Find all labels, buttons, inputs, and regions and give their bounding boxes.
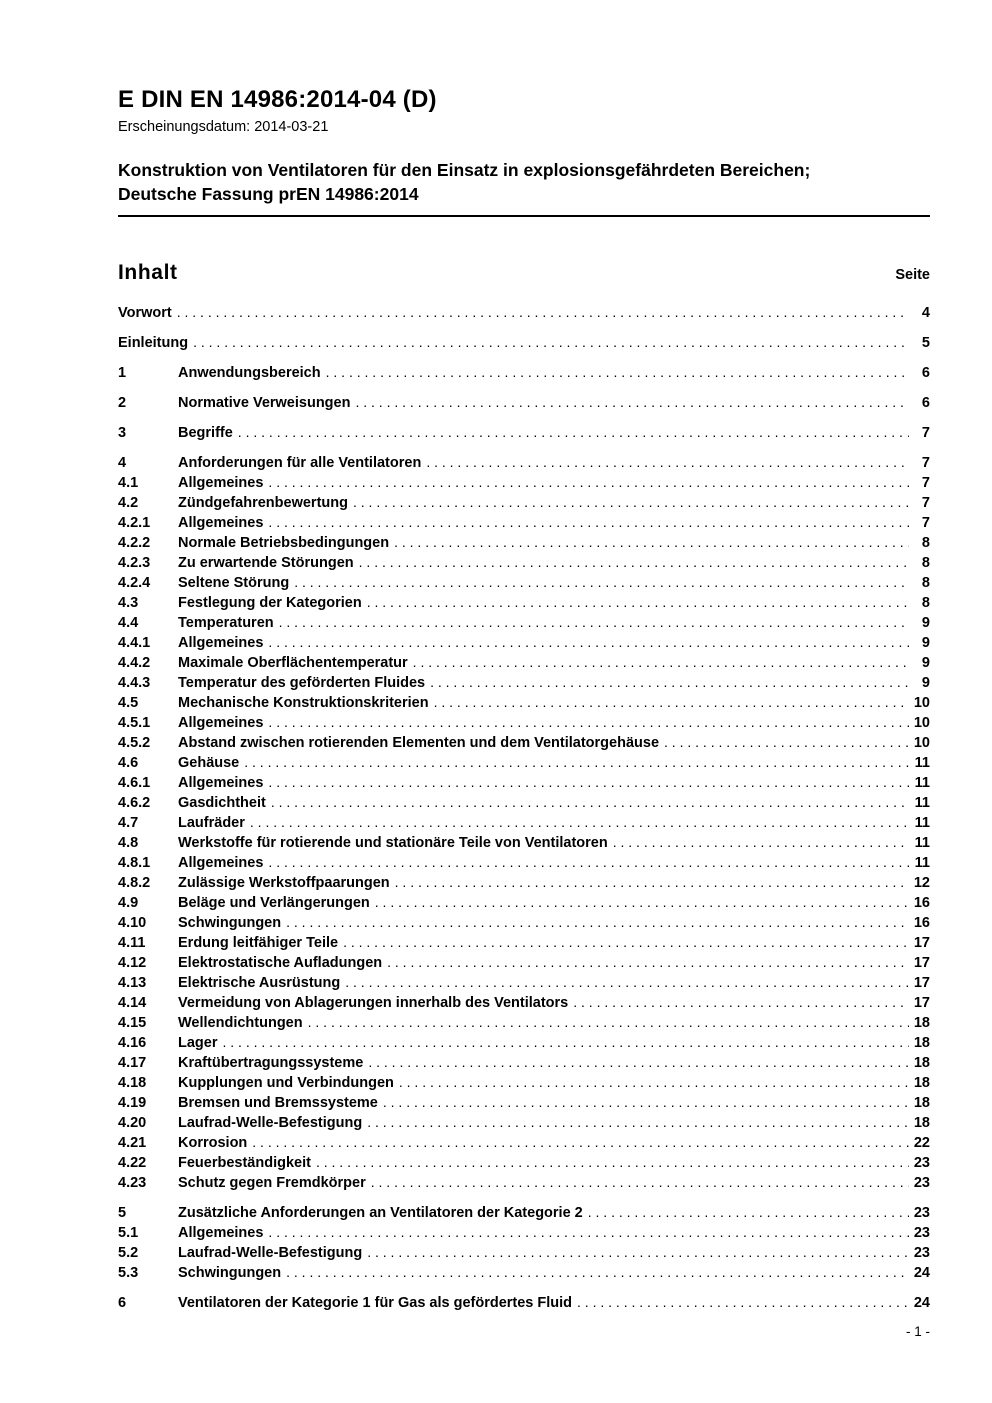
document-title-line2: Deutsche Fassung prEN 14986:2014 <box>118 183 419 204</box>
toc-entry <box>118 833 930 853</box>
toc-entry <box>118 553 930 573</box>
toc-entry-number: 4.4 <box>118 615 139 632</box>
toc-entry-title: Zulässige Werkstoffpaarungen <box>178 875 390 892</box>
toc-entry <box>118 873 930 893</box>
toc-entry-page: 17 <box>913 935 930 952</box>
toc-entry-page: 6 <box>921 365 930 382</box>
toc-entry <box>118 1203 930 1223</box>
toc-entry-page: 7 <box>921 475 930 492</box>
toc-entry-number: 4.14 <box>118 995 147 1012</box>
toc-entry-number: 4.6 <box>118 755 139 772</box>
toc-entry-title: Allgemeines <box>178 715 264 732</box>
toc-header <box>118 261 930 285</box>
toc-entry <box>118 1013 930 1033</box>
toc-entry-title: Zu erwartende Störungen <box>178 555 354 572</box>
toc-entry-number: 4.2.3 <box>118 555 151 572</box>
toc-entry-title: Schwingungen <box>178 1265 282 1282</box>
dot-leader <box>395 873 909 892</box>
toc-entry-title: Schwingungen <box>178 915 282 932</box>
dot-leader <box>577 1293 909 1312</box>
toc-entry-number: 4.21 <box>118 1135 147 1152</box>
toc-entry-page: 10 <box>913 715 930 732</box>
toc-entry-title: Gasdichtheit <box>178 795 266 812</box>
toc-entry-page: 18 <box>913 1055 930 1072</box>
toc-entry-number: 4.13 <box>118 975 147 992</box>
toc-entry <box>118 933 930 953</box>
toc-entry <box>118 1073 930 1093</box>
toc-entry-title: Normative Verweisungen <box>178 395 351 412</box>
dot-leader <box>294 573 909 592</box>
dot-leader <box>613 833 909 852</box>
toc-entry-page: 24 <box>913 1295 930 1312</box>
toc-entry <box>118 393 930 413</box>
toc-entry <box>118 753 930 773</box>
toc-entry-title: Allgemeines <box>178 855 264 872</box>
toc-entry-number: 4.11 <box>118 935 146 952</box>
toc-entry-number: 5 <box>118 1205 127 1222</box>
page-number-footer: - 1 - <box>905 1324 930 1339</box>
toc-entry-title: Festlegung der Kategorien <box>178 595 362 612</box>
toc-entry-number: 4.8.1 <box>118 855 151 872</box>
toc-entry-number: 4.17 <box>118 1055 147 1072</box>
dot-leader <box>268 773 909 792</box>
publication-date: Erscheinungsdatum: 2014-03-21 <box>118 119 329 135</box>
toc-entry <box>118 533 930 553</box>
toc-entry <box>118 333 930 353</box>
toc-entry-title: Ventilatoren der Kategorie 1 für Gas als gefördertes Fluid <box>178 1295 573 1312</box>
toc-entry-page: 18 <box>913 1075 930 1092</box>
toc-entry <box>118 363 930 383</box>
toc-entry-title: Kraftübertragungssysteme <box>178 1055 364 1072</box>
toc-entry-number: 4.22 <box>118 1155 147 1172</box>
toc-entry-title: Vermeidung von Ablagerungen innerhalb des Ventilators <box>178 995 569 1012</box>
toc-entry-page: 18 <box>913 1115 930 1132</box>
page-column-label: Seite <box>895 267 930 284</box>
toc-entry-number: 2 <box>118 395 127 412</box>
toc-entry <box>118 973 930 993</box>
dot-leader <box>588 1203 909 1222</box>
dot-leader <box>383 1093 909 1112</box>
dot-leader <box>223 1033 910 1052</box>
toc-entry-page: 8 <box>921 595 930 612</box>
toc-entry-number: 4.8 <box>118 835 139 852</box>
toc-entry-title: Schutz gegen Fremdkörper <box>178 1175 366 1192</box>
dot-leader <box>252 1133 909 1152</box>
toc-entry-page: 8 <box>921 555 930 572</box>
toc-entry-title: Allgemeines <box>178 1225 264 1242</box>
toc-entry-number: 5.1 <box>118 1225 139 1242</box>
toc-entry-number: 4.4.3 <box>118 675 151 692</box>
toc-entry-page: 8 <box>921 575 930 592</box>
dot-leader <box>343 933 909 952</box>
dot-leader <box>326 363 909 382</box>
toc-entry-page: 5 <box>921 335 930 352</box>
dot-leader <box>268 853 909 872</box>
toc-entry <box>118 1113 930 1133</box>
toc-entry <box>118 633 930 653</box>
dot-leader <box>193 333 909 352</box>
dot-leader <box>286 1263 909 1282</box>
toc-entry-page: 18 <box>913 1015 930 1032</box>
toc-entry-title: Allgemeines <box>178 635 264 652</box>
toc-entry-title: Temperatur des geförderten Fluides <box>178 675 426 692</box>
toc-entry <box>118 303 930 323</box>
toc-entry-title: Allgemeines <box>178 515 264 532</box>
toc-entry-page: 7 <box>921 455 930 472</box>
toc-entry-title: Anwendungsbereich <box>178 365 321 382</box>
toc-entry-number: 4.20 <box>118 1115 147 1132</box>
toc-entry-title: Wellendichtungen <box>178 1015 303 1032</box>
toc-entry <box>118 693 930 713</box>
toc-entry-number: 4.2.4 <box>118 575 151 592</box>
toc-entry-number: 4.9 <box>118 895 139 912</box>
dot-leader <box>413 653 909 672</box>
toc-entry-number: 4.8.2 <box>118 875 151 892</box>
toc-entry-title: Elektrische Ausrüstung <box>178 975 341 992</box>
toc-entry-number: 4.3 <box>118 595 139 612</box>
dot-leader <box>371 1173 909 1192</box>
dot-leader <box>250 813 909 832</box>
toc-entry-title: Maximale Oberflächentemperatur <box>178 655 408 672</box>
toc-entry-page: 17 <box>913 995 930 1012</box>
toc-entry <box>118 1263 930 1283</box>
toc-entry-page: 23 <box>913 1245 930 1262</box>
toc-entry-title: Laufräder <box>178 815 245 832</box>
toc-entry <box>118 733 930 753</box>
toc-entry <box>118 913 930 933</box>
toc-entry <box>118 493 930 513</box>
toc-entry-number: 4.2 <box>118 495 139 512</box>
toc-entry-number: 4.12 <box>118 955 147 972</box>
toc-entry <box>118 613 930 633</box>
toc-entry-page: 16 <box>913 915 930 932</box>
toc-entry-page: 10 <box>913 695 930 712</box>
toc-entry <box>118 893 930 913</box>
toc-entry-number: 4 <box>118 455 127 472</box>
toc-entry-title: Feuerbeständigkeit <box>178 1155 311 1172</box>
toc-entry-number: 4.23 <box>118 1175 147 1192</box>
dot-leader <box>353 493 909 512</box>
toc-entry-page: 11 <box>914 835 930 852</box>
dot-leader <box>268 633 909 652</box>
dot-leader <box>430 673 909 692</box>
toc-entry <box>118 993 930 1013</box>
dot-leader <box>271 793 909 812</box>
toc-entry-page: 11 <box>914 775 930 792</box>
document-number: E DIN EN 14986:2014-04 (D) <box>118 86 437 113</box>
toc-entry-number: 4.5 <box>118 695 139 712</box>
toc-entry <box>118 813 930 833</box>
toc-entry-page: 9 <box>921 675 930 692</box>
toc-entry-title: Zündgefahrenbewertung <box>178 495 348 512</box>
toc-entry-title: Normale Betriebsbedingungen <box>178 535 390 552</box>
dot-leader <box>268 1223 909 1242</box>
toc-entry-page: 11 <box>914 855 930 872</box>
toc-entry-page: 18 <box>913 1095 930 1112</box>
toc-entry-title: Beläge und Verlängerungen <box>178 895 370 912</box>
toc-entry <box>118 423 930 443</box>
dot-leader <box>367 1243 909 1262</box>
dot-leader <box>238 423 909 442</box>
toc-entry-number: 4.15 <box>118 1015 147 1032</box>
toc-entry <box>118 1293 930 1313</box>
toc-entry-page: 6 <box>921 395 930 412</box>
dot-leader <box>367 593 909 612</box>
toc-entry-title: Elektrostatische Aufladungen <box>178 955 383 972</box>
document-title-line1: Konstruktion von Ventilatoren für den Einsatz in explosionsgefährdeten Bereichen; <box>118 160 811 180</box>
dot-leader <box>316 1153 909 1172</box>
toc-entry-page: 9 <box>921 615 930 632</box>
toc-entry-page: 7 <box>921 515 930 532</box>
dot-leader <box>367 1113 909 1132</box>
toc-entry-number: 5.3 <box>118 1265 139 1282</box>
toc-entry-page: 18 <box>913 1035 930 1052</box>
dot-leader <box>308 1013 909 1032</box>
dot-leader <box>244 753 909 772</box>
toc-entry <box>118 1243 930 1263</box>
document-title <box>118 159 930 217</box>
dot-leader <box>345 973 909 992</box>
toc-entry <box>118 513 930 533</box>
toc-entry-title: Bremsen und Bremssysteme <box>178 1095 378 1112</box>
toc-entry <box>118 453 930 473</box>
toc-entry-title: Temperaturen <box>178 615 274 632</box>
toc-entry-page: 4 <box>921 305 930 322</box>
toc-entry-title: Laufrad-Welle-Befestigung <box>178 1115 363 1132</box>
toc-entry <box>118 773 930 793</box>
dot-leader <box>268 473 909 492</box>
toc-entry-title: Kupplungen und Verbindungen <box>178 1075 394 1092</box>
dot-leader <box>177 303 909 322</box>
toc-entry-page: 8 <box>921 535 930 552</box>
dot-leader <box>375 893 909 912</box>
toc-entry <box>118 713 930 733</box>
toc-entry-number: 4.10 <box>118 915 147 932</box>
toc-entry-number: 6 <box>118 1295 127 1312</box>
toc-entry-title: Zusätzliche Anforderungen an Ventilatoren der Kategorie 2 <box>178 1205 583 1222</box>
toc-entry <box>118 473 930 493</box>
toc-entry-title: Gehäuse <box>178 755 240 772</box>
toc-entry-title: Abstand zwischen rotierenden Elementen und dem Ventilatorgehäuse <box>178 735 660 752</box>
toc-entry <box>118 953 930 973</box>
toc-entry-number: 4.6.2 <box>118 795 151 812</box>
toc-entry-title: Werkstoffe für rotierende und stationäre Teile von Ventilatoren <box>178 835 608 852</box>
dot-leader <box>268 513 909 532</box>
toc-entry <box>118 653 930 673</box>
dot-leader <box>355 393 909 412</box>
toc-entry-number: 4.4.1 <box>118 635 151 652</box>
dot-leader <box>664 733 909 752</box>
toc-entry-page: 23 <box>913 1175 930 1192</box>
toc-entry-page: 9 <box>921 635 930 652</box>
toc-entry <box>118 573 930 593</box>
dot-leader <box>434 693 909 712</box>
toc-entry-number: 5.2 <box>118 1245 139 1262</box>
toc-entry <box>118 1093 930 1113</box>
dot-leader <box>394 533 909 552</box>
dot-leader <box>573 993 909 1012</box>
toc-entry-title: Vorwort <box>118 305 172 322</box>
toc-entry-title: Begriffe <box>178 425 233 442</box>
toc-entry <box>118 1153 930 1173</box>
toc-entry-title: Korrosion <box>178 1135 248 1152</box>
toc-heading: Inhalt <box>118 261 178 285</box>
toc-entry-number: 4.18 <box>118 1075 147 1092</box>
toc-entry-page: 10 <box>913 735 930 752</box>
toc-entry <box>118 853 930 873</box>
toc-entry <box>118 593 930 613</box>
toc-entry <box>118 673 930 693</box>
dot-leader <box>279 613 909 632</box>
toc-entry-page: 23 <box>913 1155 930 1172</box>
toc-entry-page: 7 <box>921 495 930 512</box>
toc-entry-page: 9 <box>921 655 930 672</box>
toc-entry-page: 23 <box>913 1205 930 1222</box>
toc-entry <box>118 793 930 813</box>
toc-entry <box>118 1053 930 1073</box>
dot-leader <box>359 553 909 572</box>
toc-entry-page: 17 <box>913 955 930 972</box>
toc-entry-number: 4.2.1 <box>118 515 151 532</box>
toc-entry-number: 4.6.1 <box>118 775 151 792</box>
dot-leader <box>268 713 909 732</box>
toc-entry-number: 4.7 <box>118 815 139 832</box>
toc-entry-title: Mechanische Konstruktionskriterien <box>178 695 429 712</box>
dot-leader <box>387 953 909 972</box>
toc-entry-page: 11 <box>914 815 930 832</box>
toc-entry <box>118 1173 930 1193</box>
toc-entry-title: Erdung leitfähiger Teile <box>178 935 339 952</box>
toc-entry-number: 4.2.2 <box>118 535 151 552</box>
toc-entry-title: Anforderungen für alle Ventilatoren <box>178 455 422 472</box>
toc-entry-number: 3 <box>118 425 127 442</box>
toc-entry-page: 12 <box>913 875 930 892</box>
toc-entry <box>118 1133 930 1153</box>
toc-entry <box>118 1033 930 1053</box>
toc-entry-page: 7 <box>921 425 930 442</box>
toc-entry-title: Lager <box>178 1035 218 1052</box>
toc-list <box>118 303 930 1313</box>
toc-entry-number: 4.1 <box>118 475 139 492</box>
toc-entry <box>118 1223 930 1243</box>
toc-entry-title: Seltene Störung <box>178 575 290 592</box>
toc-entry-number: 1 <box>118 365 127 382</box>
toc-entry-title: Laufrad-Welle-Befestigung <box>178 1245 363 1262</box>
toc-entry-page: 24 <box>913 1265 930 1282</box>
toc-entry-number: 4.5.2 <box>118 735 151 752</box>
toc-entry-page: 17 <box>913 975 930 992</box>
toc-entry-title: Einleitung <box>118 335 189 352</box>
dot-leader <box>368 1053 909 1072</box>
toc-entry-page: 16 <box>913 895 930 912</box>
toc-entry-number: 4.19 <box>118 1095 147 1112</box>
dot-leader <box>426 453 909 472</box>
toc-entry-page: 11 <box>914 795 930 812</box>
dot-leader <box>286 913 909 932</box>
toc-entry-title: Allgemeines <box>178 775 264 792</box>
toc-entry-page: 23 <box>913 1225 930 1242</box>
toc-entry-page: 22 <box>913 1135 930 1152</box>
toc-entry-title: Allgemeines <box>178 475 264 492</box>
toc-entry-number: 4.5.1 <box>118 715 151 732</box>
toc-entry-page: 11 <box>914 755 930 772</box>
toc-entry-number: 4.4.2 <box>118 655 151 672</box>
dot-leader <box>399 1073 909 1092</box>
toc-entry-number: 4.16 <box>118 1035 147 1052</box>
